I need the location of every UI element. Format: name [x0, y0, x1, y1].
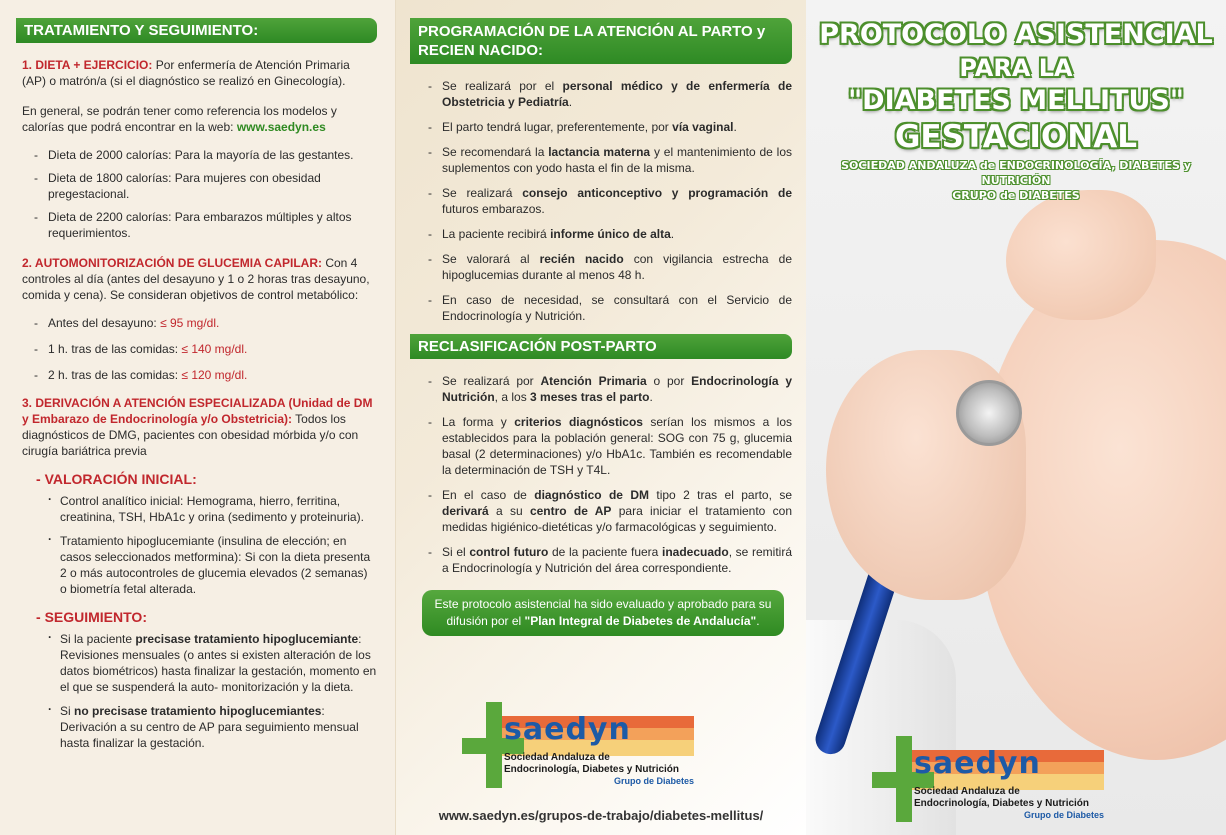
logo-group: Grupo de Diabetes: [1023, 810, 1104, 820]
logo-tag-line: Endocrinología, Diabetes y Nutrición: [504, 764, 680, 775]
followup-bold: precisase tratamiento hipoglucemiante: [135, 632, 359, 646]
diet-reference: [22, 103, 377, 135]
item-bold: control futuro: [469, 545, 549, 559]
list-item: [426, 292, 792, 324]
hand-image: [1006, 190, 1156, 320]
list-item: [426, 226, 792, 242]
list-item: · Tratamiento hipoglucemiante (insulina de elección; en casos seleccionados metformina): Si con la dieta presenta 2 o más autocontroles de glucemia elevados (2 semanas) o biometría fetal alterada.: [46, 533, 377, 597]
diet-title: 1. DIETA + EJERCICIO:: [22, 58, 153, 72]
logo-name: saedyn: [504, 712, 631, 747]
list-item: [426, 144, 792, 176]
title-line: PROTOCOLO ASISTENCIAL: [819, 19, 1213, 50]
item-text: o por: [646, 374, 692, 388]
item-bold: criterios diagnósticos: [514, 415, 643, 429]
glucose-section: [22, 255, 377, 303]
list-item: [426, 544, 792, 576]
item-text: El parto tendrá lugar, preferentemente, por: [442, 120, 673, 134]
target-label: 2 h. tras de las comidas:: [48, 368, 182, 382]
referral-title: 3. DERIVACIÓN A ATENCIÓN ESPECIALIZADA (Unidad de DM y Embarazo de Endocrinología y/o Obstetricia):: [22, 396, 373, 426]
target-label: 1 h. tras de las comidas:: [48, 342, 182, 356]
item-text: Se recomendará la: [442, 145, 549, 159]
followup-text: : Derivación a su centro de AP para seguimiento mensual hasta finalizar la gestación.: [60, 704, 359, 750]
glucose-text: Con 4 controles al día (antes del desayuno y 1 o 2 horas tras desayuno, comida y cena). Se consideran objetivos de control metabólico:: [22, 256, 370, 302]
followup-title: - SEGUIMIENTO:: [36, 609, 377, 625]
item-text: En caso de necesidad, se consultará con el Servicio de Endocrinología y Nutrición.: [442, 293, 792, 323]
item-bold: Atención Primaria: [540, 374, 647, 388]
website-link[interactable]: www.saedyn.es/grupos-de-trabajo/diabetes-mellitus/: [438, 808, 764, 823]
item-bold: 3 meses tras el parto: [530, 390, 650, 404]
item-bold: inadecuado: [662, 545, 729, 559]
list-item: [426, 414, 792, 478]
item-text: .: [733, 120, 737, 134]
item-text: futuros embarazos.: [442, 202, 545, 216]
title-line: PARA LA: [959, 54, 1073, 82]
referral-text: Todos los diagnósticos de DMG, pacientes con obesidad mórbida y/o con cirugía bariátrica previa: [22, 412, 359, 458]
logo-group: Grupo de Diabetes: [613, 776, 694, 786]
glucose-title: 2. AUTOMONITORIZACIÓN DE GLUCEMIA CAPILAR:: [22, 256, 322, 270]
logo-name: saedyn: [914, 746, 1041, 781]
list-item: [426, 185, 792, 217]
saedyn-link[interactable]: www.saedyn.es: [236, 120, 326, 134]
item-text: a su: [488, 504, 530, 518]
delivery-list: [416, 78, 792, 324]
approval-plan: "Plan Integral de Diabetes de Andalucía": [524, 614, 757, 628]
followup-text: Si la paciente: [60, 632, 136, 646]
logo-tag-line: Sociedad Andaluza de: [914, 786, 1020, 797]
item-text: Se realizará por el: [442, 79, 563, 93]
list-item: - Dieta de 1800 calorías: Para mujeres con obesidad pregestacional.: [32, 170, 377, 202]
list-item: [46, 703, 377, 751]
item-bold: recién nacido: [539, 252, 624, 266]
item-text: Si el: [442, 545, 470, 559]
diet-section: [22, 57, 377, 89]
item-text: para iniciar el tratamiento con medidas higiénico-dietéticas y/o farmacológicas y seguimiento.: [442, 504, 792, 534]
item-text: En el caso de: [442, 488, 535, 502]
saedyn-logo: [872, 736, 1104, 822]
initial-assessment-list: [22, 493, 377, 597]
initial-assessment-title: - VALORACIÓN INICIAL:: [36, 471, 377, 487]
title-line: "DIABETES MELLITUS": [848, 85, 1184, 116]
item-bold: lactancia materna: [548, 145, 651, 159]
item-text: con vigilancia estrecha de hipoglucemias durante al menos 48 h.: [442, 252, 792, 282]
followup-bold: no precisase tratamiento hipoglucemiantes: [74, 704, 322, 718]
item-text: .: [670, 227, 675, 241]
item-bold: consejo anticonceptivo y programación de: [522, 186, 792, 200]
item-text: .: [568, 95, 573, 109]
list-item: [32, 367, 377, 383]
delivery-panel: [396, 0, 806, 835]
glucose-targets: [22, 315, 377, 383]
diet-text: Por enfermería de Atención Primaria (AP) o matrón/a (si el diagnóstico se realizó en Ginecología).: [22, 58, 350, 88]
logo-tagline: [914, 786, 1089, 810]
delivery-header: PROGRAMACIÓN DE LA ATENCIÓN AL PARTO y RECIEN NACIDO:: [410, 18, 792, 64]
followup-text: Si: [60, 704, 75, 718]
logo-tag-line: Endocrinología, Diabetes y Nutrición: [914, 798, 1090, 809]
list-item: [46, 631, 377, 695]
item-bold: personal médico y de enfermería de Obstetricia y Pediatría: [442, 79, 792, 109]
list-item: - Dieta de 2200 calorías: Para embarazos múltiples y altos requerimientos.: [32, 209, 377, 241]
logo-tagline: [504, 752, 679, 776]
item-text: , se remitirá a Endocrinología y Nutrición del área correspondiente.: [442, 545, 793, 575]
list-item: [426, 119, 792, 135]
item-bold: derivará: [442, 504, 489, 518]
postpartum-list: [416, 373, 792, 576]
approval-text: .: [756, 614, 760, 628]
logo-tag-line: Sociedad Andaluza de: [504, 752, 610, 763]
item-bold: diagnóstico de DM: [534, 488, 649, 502]
list-item: [32, 315, 377, 331]
item-text: y el mantenimiento de los suplementos con yodo hasta el fin de la misma.: [442, 145, 792, 175]
diet-list: [22, 147, 377, 241]
target-value: ≤ 95 mg/dl.: [160, 316, 220, 330]
item-bold: Endocrinología y Nutrición: [442, 374, 792, 404]
group-name: GRUPO de DIABETES: [952, 189, 1080, 202]
followup-text: : Revisiones mensuales (o antes si existen alteración de los datos biométricos) hasta finalizar la gestación, momento en el que se suspenderá la auto- monitorización y la dieta.: [60, 632, 377, 694]
list-item: [426, 487, 792, 535]
item-bold: informe único de alta: [550, 227, 671, 241]
target-value: ≤ 140 mg/dl.: [181, 342, 248, 356]
item-text: Se realizará: [442, 186, 523, 200]
list-item: [32, 341, 377, 357]
referral-section: [22, 395, 377, 459]
item-text: tipo 2 tras el parto, se: [649, 488, 792, 502]
approval-text: Este protocolo asistencial ha sido evaluado y aprobado para su difusión por el: [434, 597, 772, 628]
item-bold: centro de AP: [529, 504, 612, 518]
list-item: [426, 78, 792, 110]
stethoscope-icon: [956, 380, 1022, 446]
cover-title: [806, 18, 1226, 203]
treatment-header: TRATAMIENTO Y SEGUIMIENTO:: [16, 18, 377, 43]
followup-list: [22, 631, 377, 751]
item-text: de la paciente fuera: [548, 545, 662, 559]
title-line: GESTACIONAL: [894, 119, 1137, 155]
list-item: [426, 251, 792, 283]
list-item: [426, 373, 792, 405]
item-text: .: [649, 390, 653, 404]
item-text: La paciente recibirá: [442, 227, 551, 241]
item-text: , a los: [494, 390, 531, 404]
item-text: La forma y: [442, 415, 515, 429]
treatment-panel: [0, 0, 396, 835]
item-text: Se realizará por: [442, 374, 541, 388]
target-value: ≤ 120 mg/dl.: [181, 368, 248, 382]
society-name: SOCIEDAD ANDALUZA de ENDOCRINOLOGÍA, DIABETES y NUTRICIÓN: [841, 159, 1191, 187]
saedyn-logo: [462, 702, 694, 788]
cover-panel: [806, 0, 1226, 835]
diet-reference-text: En general, se podrán tener como referencia los modelos y calorías que podrá encontrar en la web:: [22, 104, 337, 134]
target-label: Antes del desayuno:: [48, 316, 161, 330]
approval-banner: [422, 590, 784, 636]
item-text: serían los mismos a los establecidos para la población general: SOG con 75 g, glucemia basal (2 determinaciones) y/o HbA1c. También es recomendable la determinación de TSH y T4L.: [442, 415, 792, 477]
item-text: Se valorará al: [442, 252, 540, 266]
list-item: - Dieta de 2000 calorías: Para la mayoría de las gestantes.: [32, 147, 377, 163]
item-bold: vía vaginal: [672, 120, 734, 134]
postpartum-header: RECLASIFICACIÓN POST-PARTO: [410, 334, 792, 359]
list-item: · Control analítico inicial: Hemograma, hierro, ferritina, creatinina, TSH, HbA1c y orina (sedimento y proteinuria).: [46, 493, 377, 525]
